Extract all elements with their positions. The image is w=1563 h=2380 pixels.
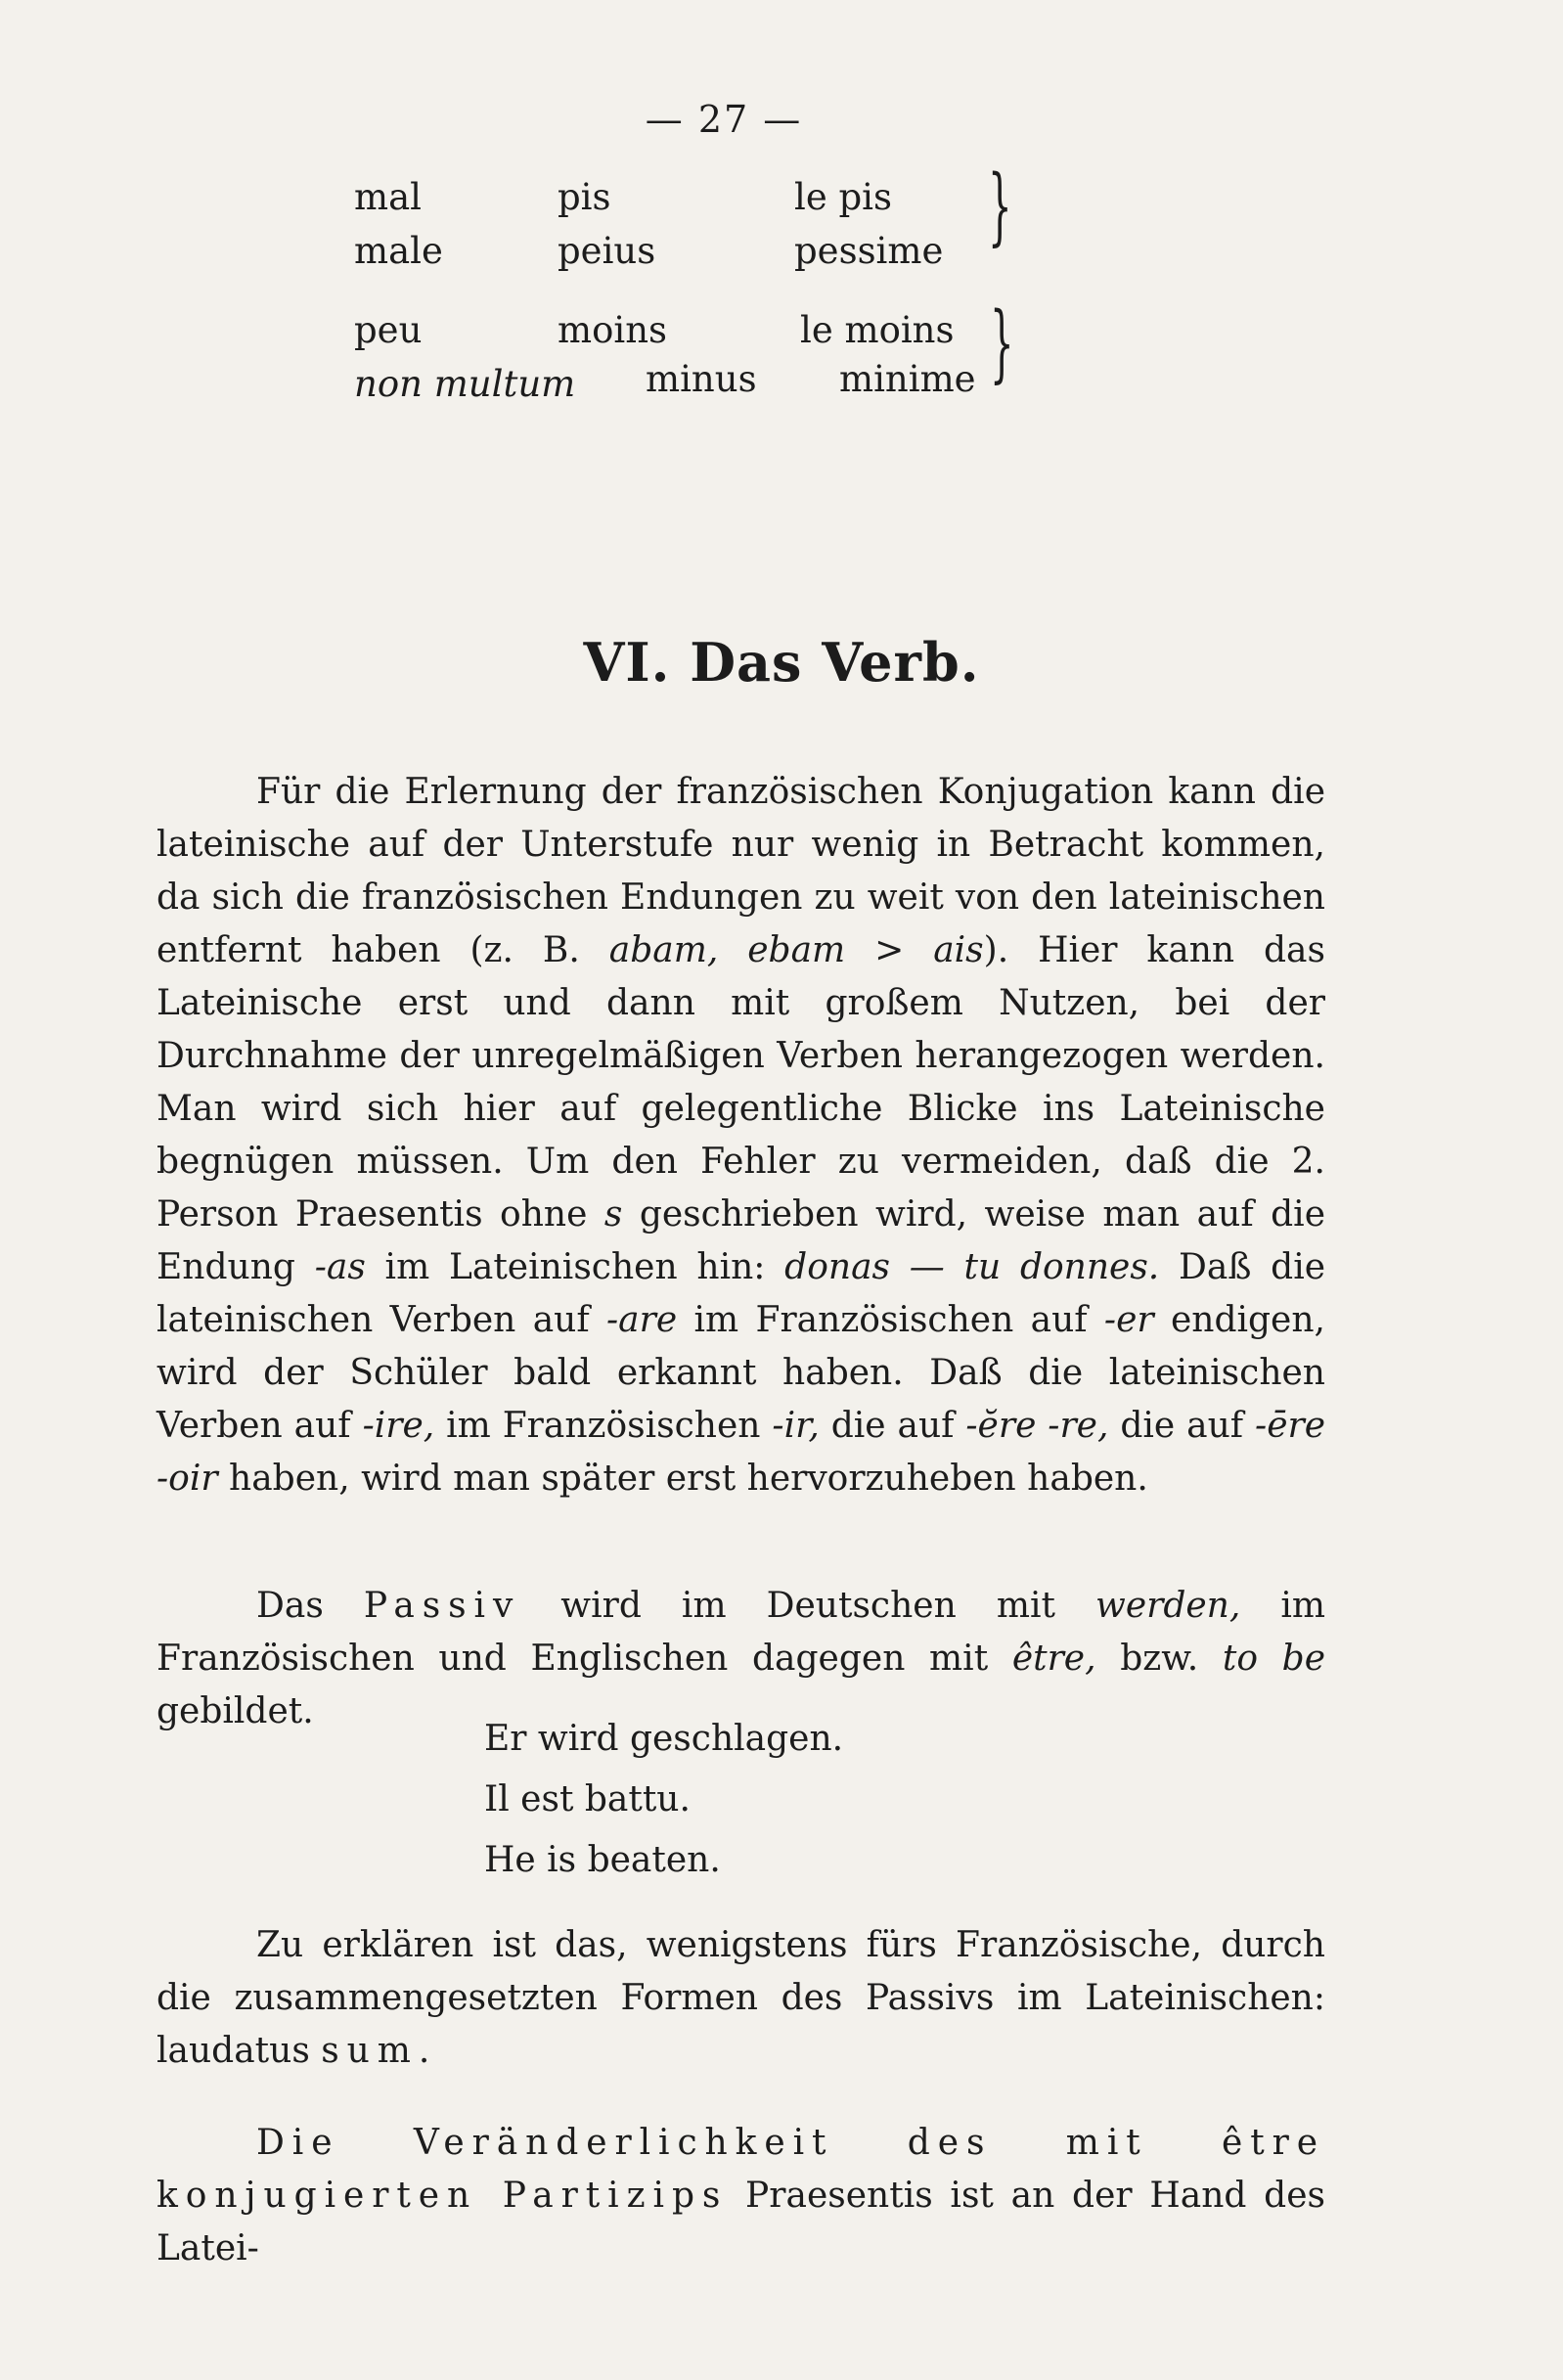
spaced-run: Passiv (363, 1586, 521, 1626)
brace-glyph: } (988, 157, 1012, 255)
italic-run: -er (1103, 1300, 1154, 1340)
comparison-word: moins (558, 309, 668, 351)
text-run: im Französischen (434, 1406, 773, 1446)
italic-run: -are (606, 1300, 678, 1340)
text-run: Das (256, 1586, 364, 1626)
italic-run: s (603, 1194, 623, 1235)
text-run: geschrieben wird, weise man auf die Endung (156, 1194, 1325, 1287)
italic-run: -ire, (362, 1406, 435, 1446)
text-run: haben, wird man später erst hervorzuheben haben. (217, 1459, 1148, 1499)
comparison-word: minus (646, 358, 757, 400)
italic-run: werden, (1095, 1586, 1241, 1626)
comparison-word: le moins (800, 309, 955, 351)
text-run: . (418, 2031, 430, 2071)
comparison-word: mal (354, 176, 422, 218)
example-sentence: He is beaten. (484, 1840, 721, 1880)
text-run: Für die Erlernung der französischen Konjugation kann die lateinische auf der Unterstufe nur wenig in Betracht kommen, da sich die französischen Endungen zu weit von den lateinischen entfernt haben (z. B. (156, 772, 1325, 970)
comparison-word: le pis (794, 176, 892, 218)
brace-glyph: } (990, 294, 1014, 392)
text-run: im Französischen auf (677, 1300, 1104, 1340)
text-run: endigen, wird der Schüler bald erkannt haben. Daß die lateinischen Verben auf (156, 1300, 1325, 1446)
text-run: Daß die lateinischen Verben auf (156, 1247, 1326, 1340)
text-run: Praesentis ist an der Hand des Latei- (156, 2176, 1326, 2268)
italic-run: donas — tu donnes. (784, 1247, 1160, 1287)
paragraph-participle (156, 2117, 1325, 2275)
comparison-word: pessime (794, 230, 944, 272)
text-run: im Lateinischen hin: (365, 1247, 785, 1287)
italic-run: être, (1011, 1639, 1096, 1679)
italic-run: abam, ebam > ais (608, 930, 984, 970)
comparison-word: pis (558, 176, 611, 218)
comparison-word: minime (839, 358, 976, 400)
italic-run: -ir, (772, 1406, 820, 1446)
text-run: Zu erklären ist das, wenigstens fürs Französische, durch die zusammengesetzten Formen des Passivs im Lateinischen: laudatus (156, 1925, 1325, 2071)
comparison-word: non multum (354, 363, 576, 405)
spaced-run: Die Veränderlichkeit des mit être konjugierten Partizips (156, 2123, 1325, 2216)
italic-run: -ĕre -re, (965, 1406, 1109, 1446)
text-run: gebildet. (156, 1691, 314, 1731)
paragraph-conjugation (156, 766, 1325, 1505)
spaced-run: sum (321, 2031, 419, 2071)
text-run: ). Hier kann das Lateinische erst und dann mit großem Nutzen, bei der Durchnahme der unregelmäßigen Verben herangezogen werden. Man wird sich hier auf gelegentliche Blicke ins Lateinische begnügen müssen. Um den Fehler zu vermeiden, daß die 2. Person Praesentis ohne (156, 930, 1325, 1235)
italic-run: -as (314, 1247, 366, 1287)
text-run: bzw. (1095, 1639, 1223, 1679)
example-sentence: Il est battu. (484, 1779, 691, 1819)
comparison-word: male (354, 230, 443, 272)
page-number: — 27 — (645, 98, 803, 141)
text-run: im Französischen und Englischen dagegen mit (156, 1586, 1326, 1679)
comparison-word: peu (354, 309, 423, 351)
comparison-word: peius (558, 230, 656, 272)
italic-run: -ēre -oir (156, 1406, 1326, 1499)
paragraph-explanation (156, 1919, 1325, 2078)
text-run: wird im Deutschen mit (520, 1586, 1095, 1626)
text-run: die auf (819, 1406, 966, 1446)
example-sentence: Er wird geschlagen. (484, 1719, 844, 1759)
text-run: die auf (1108, 1406, 1256, 1446)
chapter-heading: VI. Das Verb. (583, 631, 980, 694)
italic-run: to be (1222, 1639, 1325, 1679)
